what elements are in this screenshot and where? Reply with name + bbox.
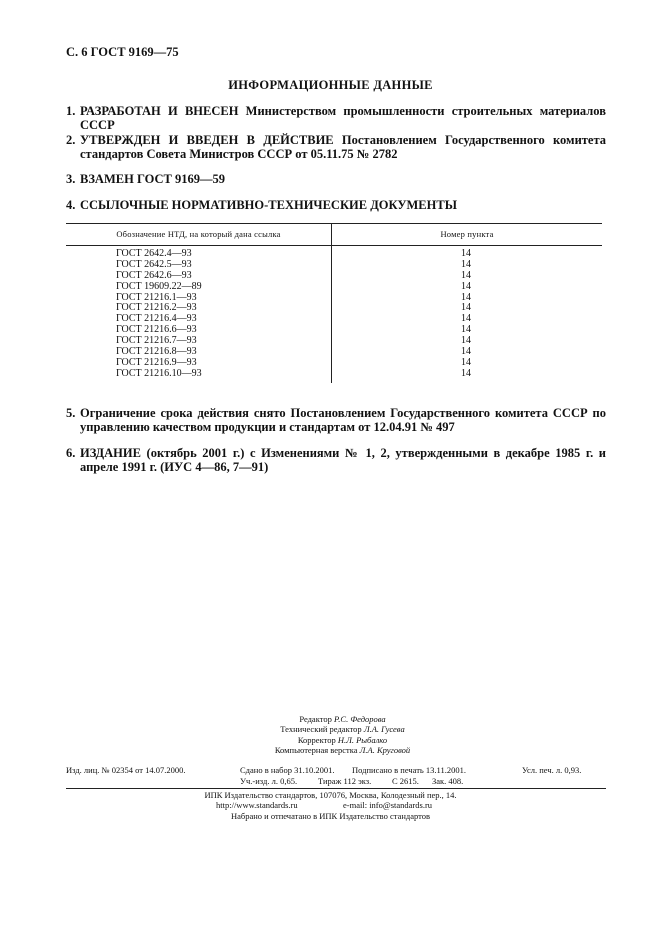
item-lead: ВЗАМЕН ГОСТ 9169—59 [80, 172, 225, 186]
table-header-point: Номер пункта [440, 229, 494, 239]
item-text: Постановлением Государственного комитета стандартов Совета Министров СССР от 05.11.75 № 2782 [80, 133, 606, 161]
sent-info: Сдано в набор 31.10.2001. [240, 765, 335, 775]
print-run-info: Тираж 112 экз. [318, 776, 372, 786]
item-number: 6. [66, 446, 76, 460]
item-text: Министерством промышленности строительных материалов СССР [80, 104, 606, 132]
section-title: ИНФОРМАЦИОННЫЕ ДАННЫЕ [228, 78, 433, 92]
table-header-doc: Обозначение НТД, на который дана ссылка [116, 229, 281, 239]
credits-block [0, 714, 661, 755]
publisher-address: ИПК Издательство стандартов, 107076, Москва, Колодезный пер., 14. [204, 790, 457, 800]
table-row: ГОСТ 21216.2—93 14 [116, 302, 471, 314]
license-info: Изд. лиц. № 02354 от 14.07.2000. [66, 765, 186, 775]
info-item-3 [66, 172, 606, 186]
imprint-divider [66, 788, 606, 789]
table-top-rule [66, 223, 602, 224]
page-reference: С. 6 ГОСТ 9169—75 [66, 45, 179, 59]
item-lead: УТВЕРЖДЕН И ВВЕДЕН В ДЕЙСТВИЕ [80, 133, 334, 147]
table-row: ГОСТ 21216.9—93 14 [116, 356, 471, 368]
item-lead: ИЗДАНИЕ [80, 446, 141, 460]
table-row: ГОСТ 21216.8—93 14 [116, 346, 471, 358]
table-header-rule [66, 245, 602, 246]
item-text: Ограничение срока действия снято Постановлением Государственного комитета СССР по управлению качеством продукции и стандартам от 12.04.91 № 497 [80, 406, 606, 434]
info-item-2 [66, 133, 606, 161]
publisher-url: http://www.standards.ru [216, 800, 298, 811]
publisher-block [0, 790, 661, 821]
publisher-printed-note: Набрано и отпечатано в ИПК Издательство стандартов [230, 810, 431, 821]
info-item-4 [66, 198, 606, 212]
order-info: Зак. 408. [432, 776, 464, 786]
credit-tech-editor: Технический редактор Л.А. Гусева [280, 724, 405, 735]
table-row: ГОСТ 21216.7—93 14 [116, 335, 471, 347]
table-row: ГОСТ 21216.4—93 14 [116, 313, 471, 325]
signed-info: Подписано в печать 13.11.2001. [352, 765, 466, 775]
item-number: 4. [66, 198, 76, 212]
credit-corrector: Корректор Н.Л. Рыбалко [297, 734, 388, 745]
edu-sheets-info: Уч.-изд. л. 0,65. [240, 776, 298, 786]
item-number: 3. [66, 172, 76, 186]
table-row: ГОСТ 21216.10—93 14 [116, 367, 471, 379]
item-number: 5. [66, 406, 76, 420]
info-item-5 [66, 406, 606, 434]
credit-editor: Редактор Р.С. Федорова [299, 714, 386, 724]
table-row: ГОСТ 2642.5—93 14 [116, 258, 471, 270]
table-row: ГОСТ 2642.4—93 14 [116, 248, 471, 259]
print-sheets-info: Усл. печ. л. 0,93. [522, 765, 582, 775]
table-row: ГОСТ 2642.6—93 14 [116, 269, 471, 281]
table-row: ГОСТ 21216.6—93 14 [116, 324, 471, 336]
item-number: 2. [66, 133, 76, 147]
item-number: 1. [66, 104, 76, 118]
info-item-1 [66, 104, 606, 132]
table-row: ГОСТ 19609.22—89 14 [116, 280, 471, 292]
item-lead: РАЗРАБОТАН И ВНЕСЕН [80, 104, 239, 118]
item-lead: ССЫЛОЧНЫЕ НОРМАТИВНО-ТЕХНИЧЕСКИЕ ДОКУМЕНТЫ [80, 198, 457, 212]
publisher-email: e-mail: info@standards.ru [343, 800, 433, 811]
credit-layout: Компьютерная верстка Л.А. Круговой [274, 744, 411, 755]
code-info: С 2615. [392, 776, 419, 786]
table-row: ГОСТ 21216.1—93 14 [116, 291, 471, 303]
info-item-6 [66, 446, 606, 474]
item-text: (октябрь 2001 г.) с Изменениями № 1, 2, утвержденными в декабре 1985 г. и апреле 1991 г. (ИУС 4—86, 7—91) [80, 446, 606, 474]
